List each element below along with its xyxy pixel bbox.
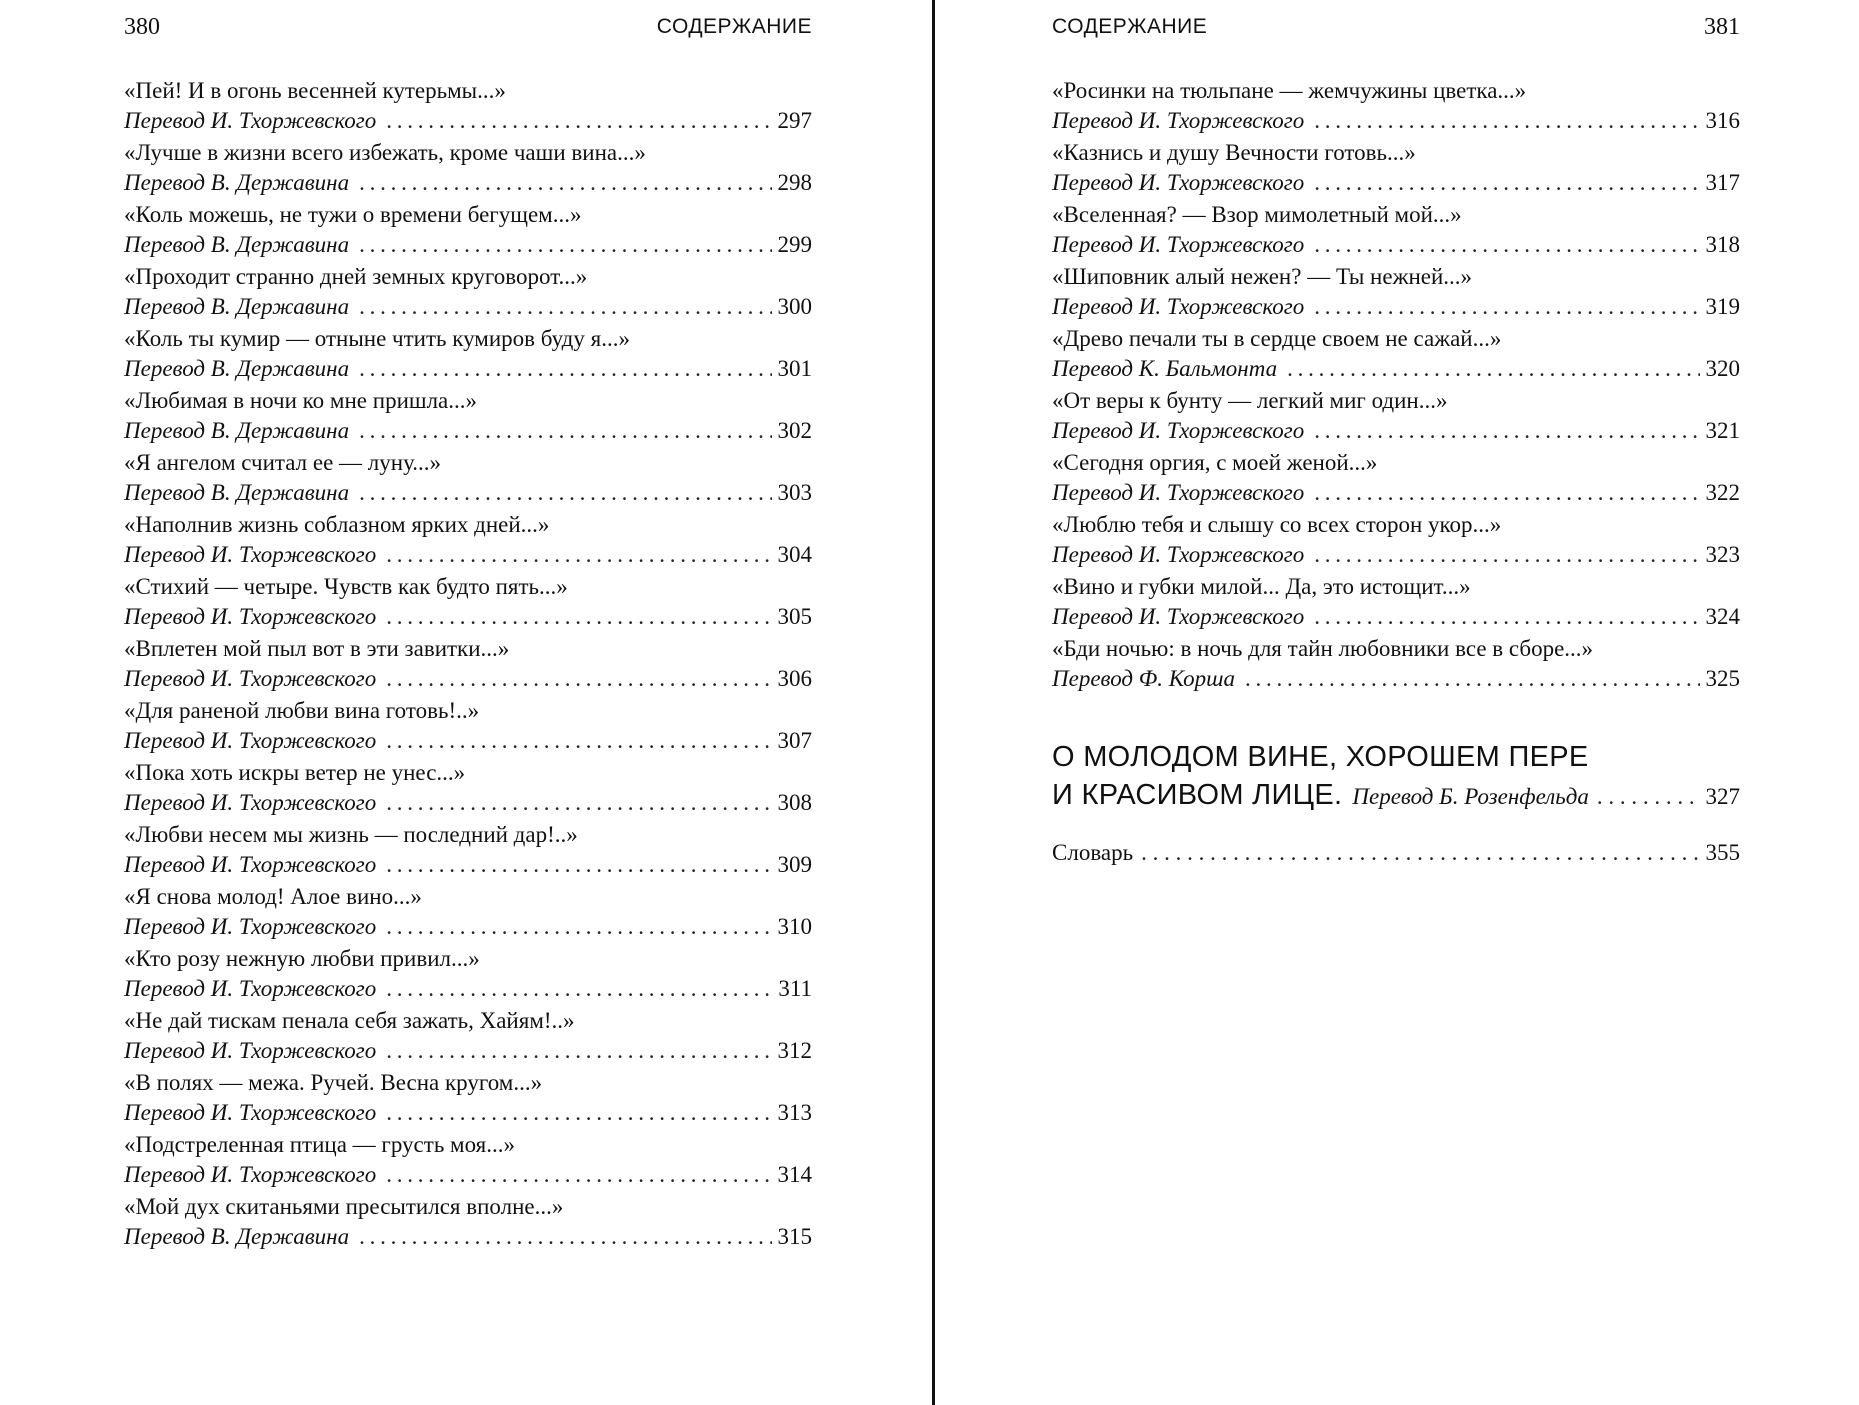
toc-entry[interactable] <box>1052 138 1740 200</box>
translator: Перевод И. Тхоржевского <box>1052 170 1305 195</box>
translator: Перевод И. Тхоржевского <box>124 790 377 815</box>
page-ref: 315 <box>777 1224 812 1249</box>
dictionary-label: Словарь <box>1052 840 1134 865</box>
toc-entry[interactable] <box>124 200 812 262</box>
toc-entry[interactable] <box>124 138 812 200</box>
translator: Перевод И. Тхоржевского <box>124 1100 377 1125</box>
toc-entry[interactable] <box>1052 634 1740 696</box>
page-ref: 355 <box>1705 840 1740 865</box>
toc-entry[interactable] <box>124 758 812 820</box>
entry-line <box>124 788 812 818</box>
poem-title: «Стихий — четыре. Чувств как будто пять...» <box>124 574 568 599</box>
poem-title: «Вселенная? — Взор мимолетный мой...» <box>1052 202 1462 227</box>
translator: Перевод И. Тхоржевского <box>1052 232 1305 257</box>
poem-title: «Наполнив жизнь соблазном ярких дней...» <box>124 512 550 537</box>
toc-entry[interactable] <box>124 882 812 944</box>
translator: Перевод В. Державина <box>124 356 350 381</box>
poem-title: «Росинки на тюльпане — жемчужины цветка...» <box>1052 78 1527 103</box>
dot-leader <box>1314 540 1699 570</box>
poem-title: «Любимая в ночи ко мне пришла...» <box>124 388 478 413</box>
translator: Перевод И. Тхоржевского <box>1052 542 1305 567</box>
dot-leader <box>1314 168 1699 198</box>
entry-line <box>1052 168 1740 198</box>
translator: Перевод И. Тхоржевского <box>1052 604 1305 629</box>
toc-entry[interactable] <box>1052 448 1740 510</box>
page-ref: 312 <box>777 1038 812 1063</box>
page-ref: 309 <box>777 852 812 877</box>
page-ref: 325 <box>1705 666 1740 691</box>
entry-line <box>124 726 812 756</box>
section-heading-continuation: И КРАСИВОМ ЛИЦЕ. <box>1052 779 1343 811</box>
page-ref: 322 <box>1705 480 1740 505</box>
poem-title: «Казнись и душу Вечности готовь...» <box>1052 140 1416 165</box>
left-page <box>124 0 812 1405</box>
toc-entry[interactable] <box>1052 76 1740 138</box>
entry-line <box>124 1036 812 1066</box>
translator: Перевод И. Тхоржевского <box>1052 418 1305 443</box>
toc-list <box>124 76 812 1254</box>
page-number: 380 <box>124 14 160 40</box>
page-ref: 318 <box>1705 232 1740 257</box>
page-ref: 313 <box>777 1100 812 1125</box>
translator: Перевод И. Тхоржевского <box>124 976 377 1001</box>
translator: Перевод И. Тхоржевского <box>124 108 377 133</box>
translator: Перевод И. Тхоржевского <box>1052 294 1305 319</box>
toc-entry[interactable] <box>1052 324 1740 386</box>
entry-line <box>1052 540 1740 570</box>
poem-title: «Древо печали ты в сердце своем не сажай...» <box>1052 326 1502 351</box>
poem-title: «Бди ночью: в ночь для тайн любовники все в сборе...» <box>1052 636 1594 661</box>
translator: Перевод К. Бальмонта <box>1052 356 1278 381</box>
toc-section-entry[interactable] <box>1052 738 1740 814</box>
poem-title: «Любви несем мы жизнь — последний дар!..» <box>124 822 578 847</box>
poem-title: «Лучше в жизни всего избежать, кроме чаши вина...» <box>124 140 646 165</box>
dot-leader <box>359 354 771 384</box>
page-ref: 300 <box>777 294 812 319</box>
dot-leader <box>1314 292 1699 322</box>
gutter-divider <box>932 0 935 1405</box>
translator: Перевод В. Державина <box>124 1224 350 1249</box>
section-heading-line1: О МОЛОДОМ ВИНЕ, ХОРОШЕМ ПЕРЕ <box>1052 741 1589 773</box>
page-ref: 304 <box>777 542 812 567</box>
poem-title: «Пока хоть искры ветер не унес...» <box>124 760 466 785</box>
toc-entry[interactable] <box>124 1006 812 1068</box>
poem-title: «От веры к бунту — легкий миг один...» <box>1052 388 1448 413</box>
dot-leader <box>386 912 771 942</box>
page-ref: 316 <box>1705 108 1740 133</box>
dot-leader <box>359 416 771 446</box>
entry-line <box>1052 354 1740 384</box>
poem-title: «Я снова молод! Алое вино...» <box>124 884 422 909</box>
translator: Перевод В. Державина <box>124 232 350 257</box>
entry-line <box>124 416 812 446</box>
dot-leader <box>386 1098 771 1128</box>
poem-title: «Проходит странно дней земных круговорот...» <box>124 264 588 289</box>
dot-leader <box>386 850 771 880</box>
poem-title: «Сегодня оргия, с моей женой...» <box>1052 450 1378 475</box>
poem-title: «Вплетен мой пыл вот в эти завитки...» <box>124 636 510 661</box>
page-ref: 307 <box>777 728 812 753</box>
page-ref: 306 <box>777 666 812 691</box>
toc-list <box>1052 76 1740 696</box>
translator: Перевод В. Державина <box>124 418 350 443</box>
dot-leader <box>1597 778 1700 816</box>
dot-leader <box>1245 664 1699 694</box>
running-head <box>1052 12 1740 42</box>
page-ref: 321 <box>1705 418 1740 443</box>
poem-title: «Люблю тебя и слышу со всех сторон укор...» <box>1052 512 1502 537</box>
page-ref: 311 <box>778 976 812 1001</box>
poem-title: «Вино и губки милой... Да, это истощит...» <box>1052 574 1471 599</box>
dot-leader <box>1141 838 1699 868</box>
translator: Перевод И. Тхоржевского <box>1052 480 1305 505</box>
dot-leader <box>359 1222 771 1252</box>
toc-entry[interactable] <box>1052 572 1740 634</box>
entry-line <box>1052 416 1740 446</box>
dot-leader <box>386 726 771 756</box>
entry-line <box>124 850 812 880</box>
toc-entry[interactable] <box>124 76 812 138</box>
entry-line <box>124 912 812 942</box>
toc-entry[interactable] <box>1052 510 1740 572</box>
page-ref: 305 <box>777 604 812 629</box>
page-ref: 308 <box>777 790 812 815</box>
right-page <box>1052 0 1740 1405</box>
poem-title: «Подстреленная птица — грусть моя...» <box>124 1132 515 1157</box>
toc-entry[interactable] <box>124 1130 812 1192</box>
translator: Перевод И. Тхоржевского <box>124 666 377 691</box>
dot-leader <box>386 540 771 570</box>
running-head <box>124 12 812 42</box>
entry-line <box>1052 230 1740 260</box>
poem-title: «Не дай тискам пенала себя зажать, Хайям!..» <box>124 1008 575 1033</box>
entry-line <box>124 478 812 508</box>
toc-entry[interactable] <box>124 448 812 510</box>
entry-line <box>124 230 812 260</box>
dot-leader <box>1314 416 1699 446</box>
entry-line <box>1052 602 1740 632</box>
toc-entry[interactable] <box>124 1192 812 1254</box>
translator: Перевод И. Тхоржевского <box>124 1162 377 1187</box>
entry-line <box>124 974 812 1004</box>
page-ref: 317 <box>1705 170 1740 195</box>
entry-line <box>124 664 812 694</box>
translator: Перевод И. Тхоржевского <box>1052 108 1305 133</box>
page-ref: 323 <box>1705 542 1740 567</box>
page-ref: 303 <box>777 480 812 505</box>
dot-leader <box>359 292 771 322</box>
poem-title: «Коль ты кумир — отныне чтить кумиров буду я...» <box>124 326 630 351</box>
page-ref: 320 <box>1705 356 1740 381</box>
poem-title: «Кто розу нежную любви привил...» <box>124 946 480 971</box>
entry-line <box>1052 664 1740 694</box>
dot-leader <box>1287 354 1699 384</box>
translator: Перевод И. Тхоржевского <box>124 1038 377 1063</box>
poem-title: «Для раненой любви вина готовь!..» <box>124 698 480 723</box>
translator: Перевод И. Тхоржевского <box>124 542 377 567</box>
poem-title: «Коль можешь, не тужи о времени бегущем...» <box>124 202 582 227</box>
page-ref: 298 <box>777 170 812 195</box>
dot-leader <box>359 230 771 260</box>
dot-leader <box>1314 478 1699 508</box>
dot-leader <box>386 106 771 136</box>
entry-line <box>124 106 812 136</box>
page-ref: 302 <box>777 418 812 443</box>
toc-dictionary-entry[interactable] <box>1052 838 1740 868</box>
translator: Перевод И. Тхоржевского <box>124 604 377 629</box>
running-title: СОДЕРЖАНИЕ <box>656 15 812 38</box>
dot-leader <box>386 974 772 1004</box>
page-ref: 299 <box>777 232 812 257</box>
toc-entry[interactable] <box>1052 386 1740 448</box>
entry-line <box>124 292 812 322</box>
entry-line <box>124 602 812 632</box>
translator: Перевод И. Тхоржевского <box>124 728 377 753</box>
toc-entry[interactable] <box>124 572 812 634</box>
dot-leader <box>359 478 771 508</box>
dot-leader <box>386 788 771 818</box>
toc-entry[interactable] <box>124 324 812 386</box>
poem-title: «Пей! И в огонь весенней кутерьмы...» <box>124 78 506 103</box>
entry-line <box>124 540 812 570</box>
poem-title: «Я ангелом считал ее — луну...» <box>124 450 442 475</box>
dot-leader <box>1314 106 1699 136</box>
section-heading-line2 <box>1052 776 1740 814</box>
toc-entry[interactable] <box>124 386 812 448</box>
entry-line <box>124 1160 812 1190</box>
entry-line <box>1052 292 1740 322</box>
entry-line <box>1052 478 1740 508</box>
poem-title: «Шиповник алый нежен? — Ты нежней...» <box>1052 264 1473 289</box>
toc-entry[interactable] <box>124 696 812 758</box>
translator: Перевод И. Тхоржевского <box>124 914 377 939</box>
toc-entry[interactable] <box>124 1068 812 1130</box>
toc-entry[interactable] <box>124 262 812 324</box>
toc-entry[interactable] <box>124 944 812 1006</box>
entry-line <box>1052 106 1740 136</box>
translator: Перевод В. Державина <box>124 170 350 195</box>
dot-leader <box>386 602 771 632</box>
dot-leader <box>386 1036 771 1066</box>
dot-leader <box>1314 230 1699 260</box>
poem-title: «Мой дух скитаньями пресытился вполне...» <box>124 1194 564 1219</box>
toc-entry[interactable] <box>124 510 812 572</box>
entry-line <box>124 354 812 384</box>
page-ref: 310 <box>777 914 812 939</box>
page-ref: 297 <box>777 108 812 133</box>
entry-line <box>124 168 812 198</box>
page-ref: 319 <box>1705 294 1740 319</box>
toc-entry[interactable] <box>124 820 812 882</box>
translator: Перевод В. Державина <box>124 480 350 505</box>
page-ref: 324 <box>1705 604 1740 629</box>
page-ref: 301 <box>777 356 812 381</box>
dot-leader <box>359 168 771 198</box>
translator: Перевод В. Державина <box>124 294 350 319</box>
translator: Перевод И. Тхоржевского <box>124 852 377 877</box>
entry-line <box>124 1098 812 1128</box>
translator: Перевод Ф. Корша <box>1052 666 1236 691</box>
toc-entry[interactable] <box>1052 262 1740 324</box>
page-ref: 314 <box>777 1162 812 1187</box>
page-number: 381 <box>1704 14 1740 40</box>
dot-leader <box>386 1160 771 1190</box>
page-ref: 327 <box>1705 784 1740 809</box>
dot-leader <box>1314 602 1699 632</box>
translator: Перевод Б. Розенфельда <box>1352 784 1589 809</box>
entry-line <box>124 1222 812 1252</box>
running-title: СОДЕРЖАНИЕ <box>1052 15 1208 38</box>
toc-entry[interactable] <box>1052 200 1740 262</box>
toc-entry[interactable] <box>124 634 812 696</box>
poem-title: «В полях — межа. Ручей. Весна кругом...» <box>124 1070 543 1095</box>
dot-leader <box>386 664 771 694</box>
